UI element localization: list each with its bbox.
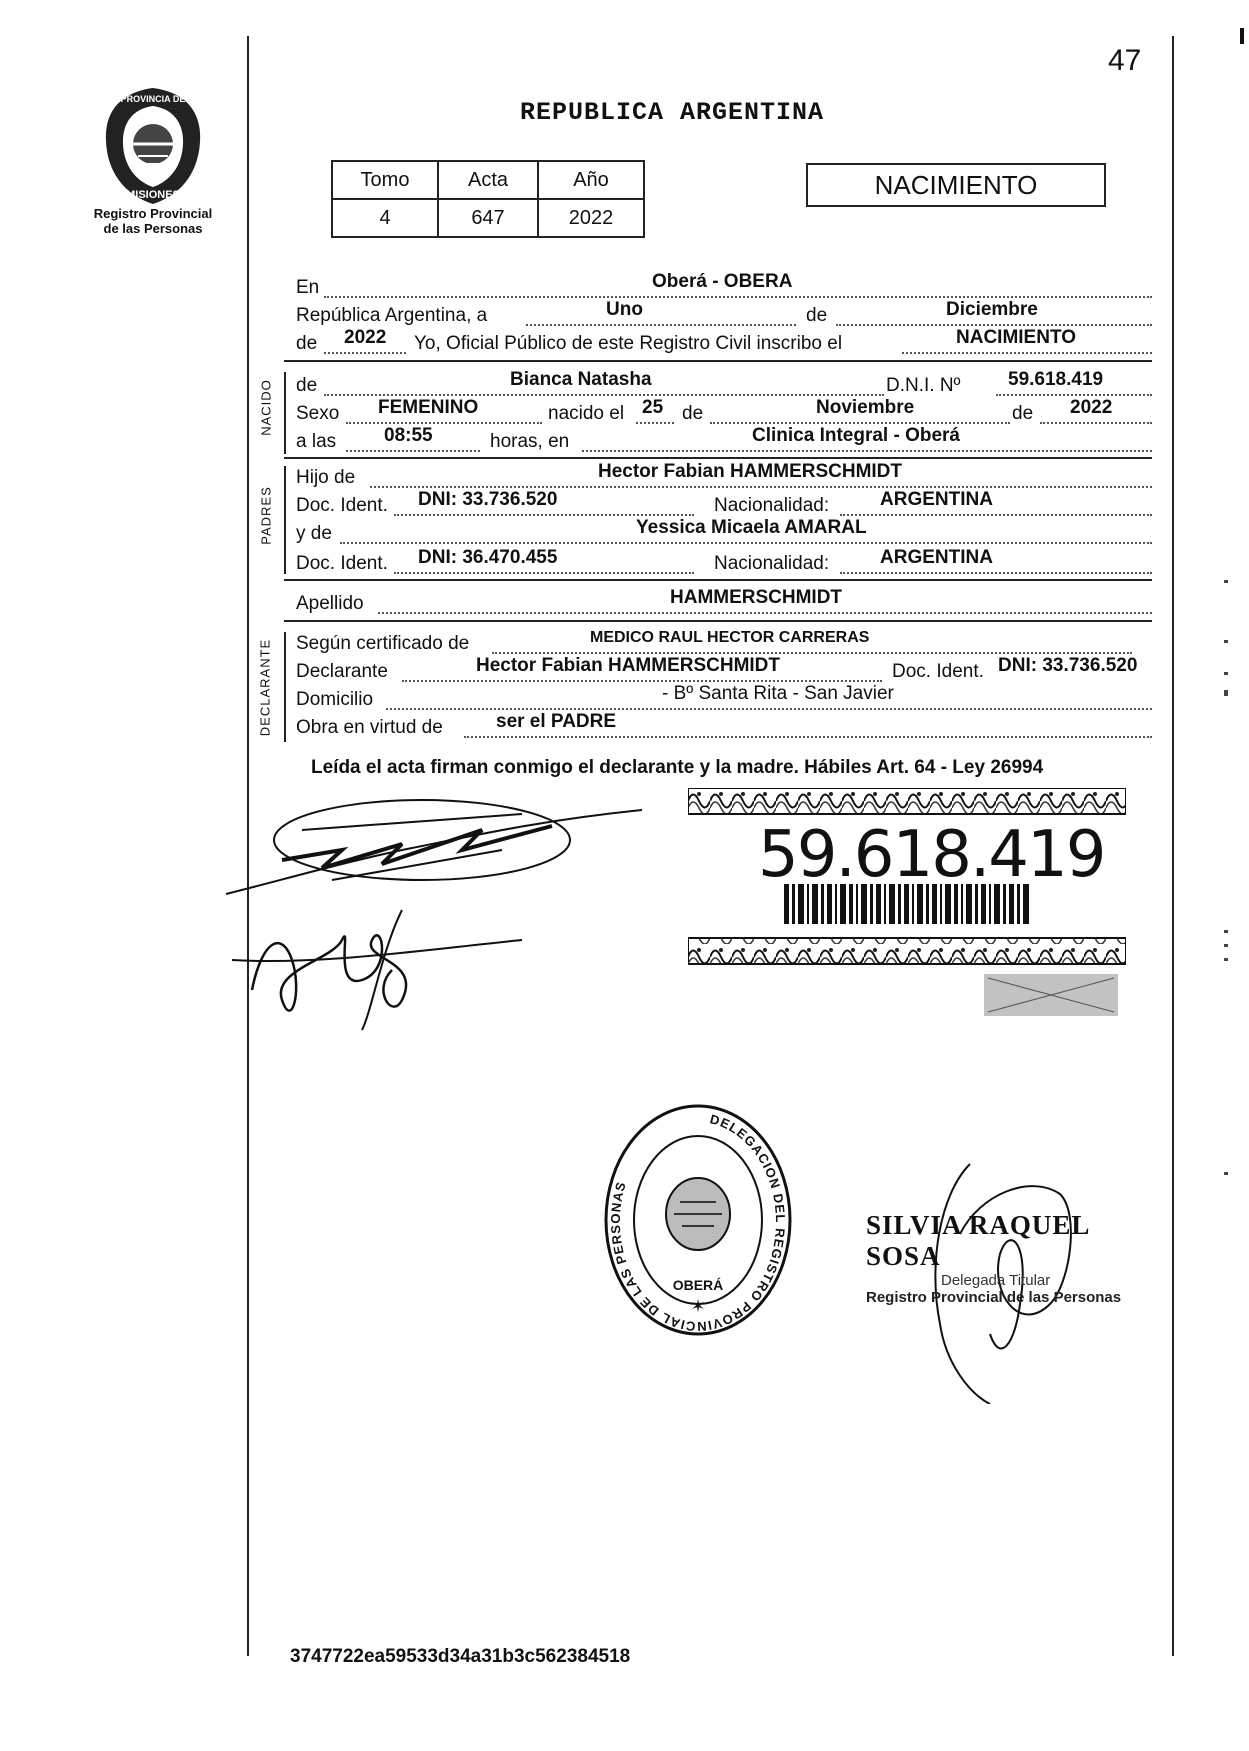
label-republica: República Argentina, a — [296, 305, 488, 326]
label-domicilio: Domicilio — [296, 689, 374, 710]
declarante-name: Hector Fabian HAMMERSCHMIDT — [476, 655, 781, 676]
dots — [378, 612, 1152, 614]
tomo-header: Tomo — [332, 161, 438, 199]
row-year — [296, 327, 1152, 356]
row-republica — [296, 299, 1152, 328]
province-logo — [92, 84, 214, 208]
label-nacionalidad: Nacionalidad: — [714, 495, 830, 516]
label-nacionalidad-2: Nacionalidad: — [714, 553, 830, 574]
label-de-2: de — [682, 403, 704, 424]
margin-marks — [1224, 560, 1230, 1220]
tomo-value: 4 — [332, 199, 438, 237]
section-divider — [284, 360, 1152, 362]
document-type-box: NACIMIENTO — [806, 163, 1106, 207]
official-seal — [600, 1098, 796, 1338]
anio-header: Año — [538, 161, 644, 199]
label-year-de: de — [296, 333, 318, 354]
logo-caption-line1: Registro Provincial — [93, 206, 213, 221]
mother-doc: DNI: 36.470.455 — [418, 547, 558, 568]
row-certificado — [296, 629, 1152, 656]
row-domicilio — [296, 683, 1152, 712]
dots — [902, 352, 1152, 354]
row-obra — [296, 711, 1152, 740]
officer-block — [866, 1210, 1166, 1306]
label-doc-2: Doc. Ident. — [296, 553, 388, 574]
label-de: de — [806, 305, 828, 326]
declarant-signature — [222, 790, 662, 1040]
label-dni: D.N.I. Nº — [886, 375, 961, 396]
row-nacido-name — [296, 369, 1152, 398]
row-mother — [296, 517, 1152, 546]
acta-header: Acta — [438, 161, 538, 199]
act-type: NACIMIENTO — [956, 327, 1076, 348]
country-title: REPUBLICA ARGENTINA — [520, 98, 825, 127]
acta-value: 647 — [438, 199, 538, 237]
label-doc-decl: Doc. Ident. — [892, 661, 984, 682]
officer-organization: Registro Provincial de las Personas — [866, 1289, 1122, 1306]
svg-text:MISIONES: MISIONES — [126, 189, 180, 201]
dots — [340, 542, 1152, 544]
birth-place: Clinica Integral - Oberá — [752, 425, 960, 446]
section-bracket — [284, 466, 286, 574]
document-hash: 3747722ea59533d34a31b3c562384518 — [290, 1646, 631, 1667]
dots — [346, 422, 542, 424]
section-bracket — [284, 372, 286, 454]
dots — [526, 324, 796, 326]
dots — [582, 450, 1152, 452]
father-nationality: ARGENTINA — [880, 489, 993, 510]
row-hora — [296, 425, 1152, 454]
label-doc: Doc. Ident. — [296, 495, 388, 516]
page-number: 47 — [1108, 44, 1142, 77]
section-label-padres: PADRES — [258, 486, 274, 545]
birth-day: 25 — [642, 397, 664, 418]
declarante-doc: DNI: 33.736.520 — [998, 655, 1138, 676]
month: Diciembre — [946, 299, 1038, 320]
dots — [324, 352, 406, 354]
section-divider — [284, 620, 1152, 622]
anio-value: 2022 — [538, 199, 644, 237]
label-de-3: de — [1012, 403, 1034, 424]
section-bracket — [284, 632, 286, 742]
section-divider — [284, 457, 1152, 459]
label-sexo: Sexo — [296, 403, 340, 424]
sexo: FEMENINO — [378, 397, 479, 418]
obra: ser el PADRE — [496, 711, 617, 732]
apellido: HAMMERSCHMIDT — [670, 587, 843, 608]
locality: Oberá - OBERA — [652, 271, 793, 292]
label-de: de — [296, 375, 318, 396]
label-obra: Obra en virtud de — [296, 717, 443, 738]
seal-ring-text: DELEGACION DEL REGISTRO PROVINCIAL DE LAS PERSONAS — [607, 1111, 789, 1335]
dots — [636, 422, 674, 424]
label-nacido-el: nacido el — [548, 403, 625, 424]
label-horas: horas, en — [490, 431, 570, 452]
father-doc: DNI: 33.736.520 — [418, 489, 558, 510]
logo-caption — [78, 206, 228, 236]
label-declarante: Declarante — [296, 661, 388, 682]
label-certificado: Según certificado de — [296, 633, 470, 654]
label-en: En — [296, 277, 320, 298]
label-y-de: y de — [296, 523, 332, 544]
dots — [840, 572, 1152, 574]
section-divider — [284, 579, 1152, 581]
section-label-declarante: DECLARANTE — [257, 638, 273, 737]
officer-name: SILVIA RAQUEL SOSA — [866, 1210, 1089, 1271]
dots — [346, 450, 480, 452]
dni-strip-number: 59.618.419 — [758, 818, 1105, 892]
domicilio: - Bº Santa Rita - San Javier — [662, 683, 894, 704]
birth-month: Noviembre — [816, 397, 915, 418]
right-margin-line — [1172, 36, 1174, 1656]
newborn-dni: 59.618.419 — [1008, 369, 1104, 390]
row-en — [296, 271, 1152, 300]
row-declarante — [296, 655, 1152, 684]
row-apellido — [296, 587, 1152, 616]
svg-text:✶: ✶ — [690, 1296, 706, 1316]
statement: Yo, Oficial Público de este Registro Civil inscribo el — [414, 333, 843, 354]
dots — [840, 514, 1152, 516]
year: 2022 — [344, 327, 387, 348]
birth-year: 2022 — [1070, 397, 1113, 418]
label-apellido: Apellido — [296, 593, 364, 614]
seal-center-text: OBERÁ — [672, 1277, 724, 1293]
closing-statement: Leída el acta firman conmigo el declarante y la madre. Hábiles Art. 64 - Ley 26994 — [311, 757, 1044, 778]
dots — [464, 736, 1152, 738]
label-a-las: a las — [296, 431, 337, 452]
birth-time: 08:55 — [384, 425, 433, 446]
row-hijo — [296, 461, 1152, 490]
newborn-name: Bianca Natasha — [510, 369, 652, 390]
record-table — [331, 160, 645, 238]
dots — [394, 572, 694, 574]
father-name: Hector Fabian HAMMERSCHMIDT — [598, 461, 903, 482]
label-hijo: Hijo de — [296, 467, 356, 488]
day: Uno — [606, 299, 643, 320]
officer-role: Delegada Titular — [941, 1272, 1051, 1289]
row-father-doc — [296, 489, 1152, 518]
corner-mark — [1240, 28, 1244, 44]
mother-name: Yessica Micaela AMARAL — [636, 517, 867, 538]
dots — [1040, 422, 1152, 424]
svg-text:PROVINCIA DE: PROVINCIA DE — [120, 94, 186, 104]
mother-nationality: ARGENTINA — [880, 547, 993, 568]
certificado: MEDICO RAUL HECTOR CARRERAS — [590, 629, 870, 646]
row-mother-doc — [296, 547, 1152, 576]
logo-caption-line2: de las Personas — [103, 221, 203, 236]
section-label-nacido: NACIDO — [258, 379, 274, 436]
row-sexo — [296, 397, 1152, 426]
